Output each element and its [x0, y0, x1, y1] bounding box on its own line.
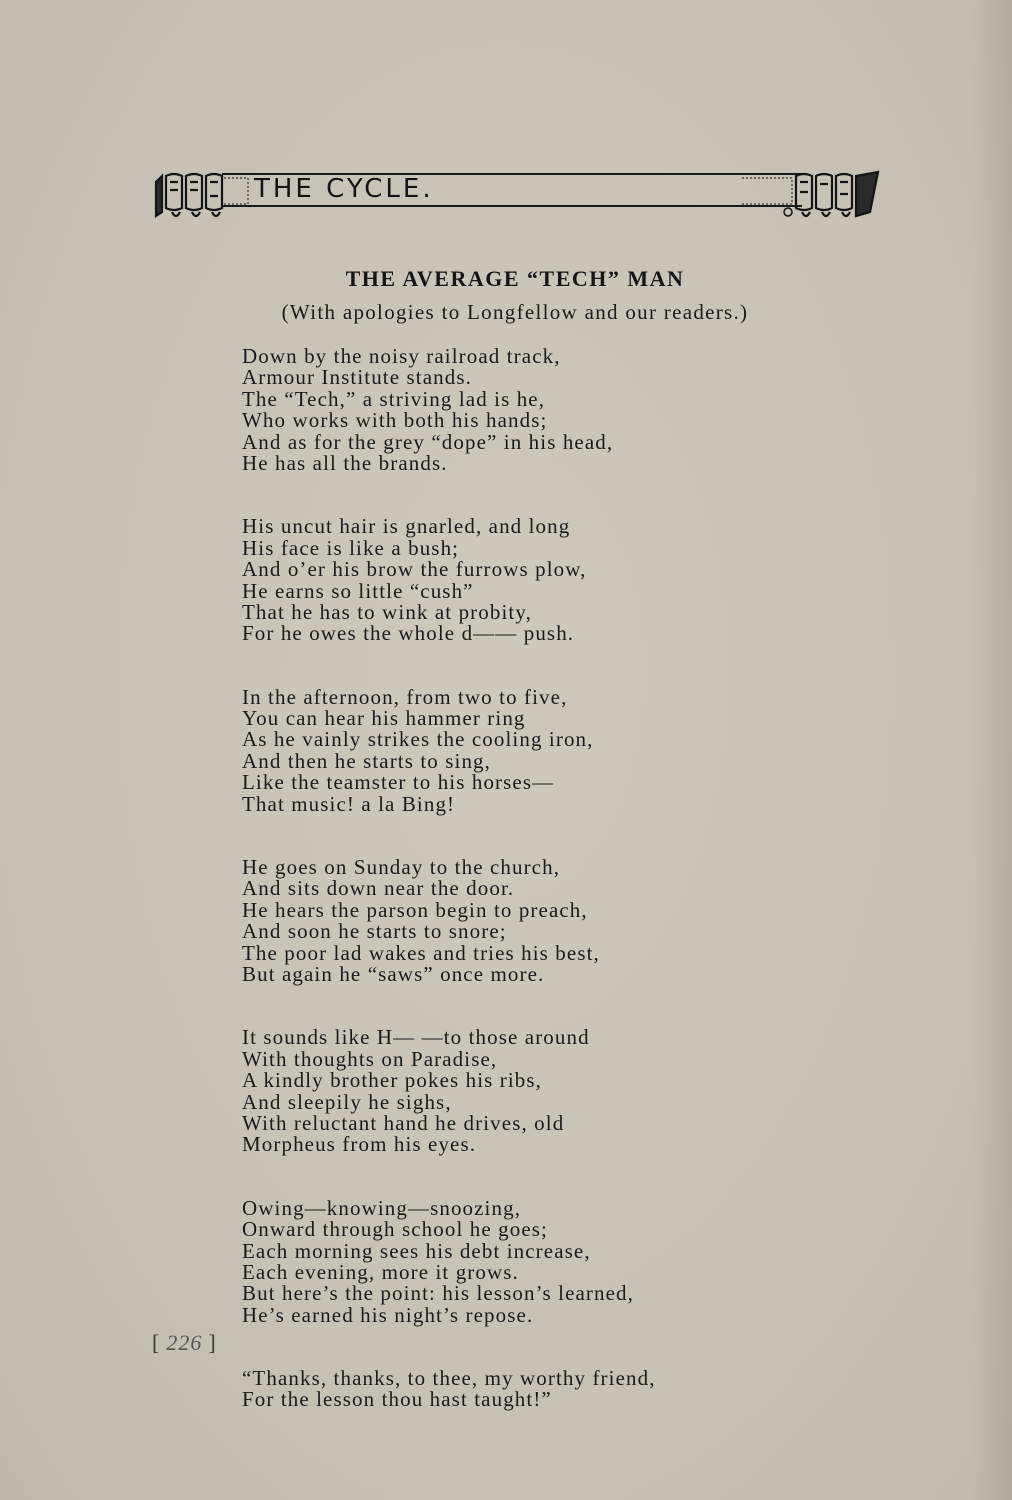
- poem-line: He earns so little “cush”: [242, 578, 474, 603]
- poem-line: His face is like a bush;: [242, 535, 460, 560]
- right-ornament-icon: [742, 172, 878, 216]
- poem-line: For the lesson thou hast taught!”: [242, 1387, 552, 1412]
- poem-line: “Thanks, thanks, to thee, my worthy friend,: [242, 1366, 656, 1391]
- poem-line: Each morning sees his debt increase,: [242, 1238, 591, 1263]
- stanza: [242, 1195, 762, 1327]
- poem-line: But here’s the point: his lesson’s learned,: [242, 1281, 634, 1306]
- poem-line: In the afternoon, from two to five,: [242, 684, 568, 709]
- poem-line: Who works with both his hands;: [242, 408, 548, 433]
- poem-line: Morpheus from his eyes.: [242, 1132, 477, 1157]
- poem-title: THE AVERAGE “TECH” MAN: [345, 266, 685, 291]
- page-number-close-bracket: ]: [208, 1330, 217, 1355]
- stanza: [242, 857, 762, 985]
- stanza: [242, 346, 762, 474]
- stanza: [242, 1027, 762, 1155]
- poem-line: He goes on Sunday to the church,: [242, 855, 561, 880]
- poem-line: Down by the noisy railroad track,: [242, 344, 561, 368]
- poem-body: [242, 346, 762, 1453]
- page-number-open-bracket: [: [152, 1330, 161, 1355]
- page-edge-shadow: [972, 0, 1012, 1500]
- left-ornament-icon: [156, 174, 248, 216]
- poem-line: He’s earned his night’s repose.: [242, 1302, 534, 1327]
- poem-line: The “Tech,” a striving lad is he,: [242, 386, 546, 411]
- stanza: [242, 1368, 762, 1411]
- page-number: [152, 1330, 217, 1356]
- poem-line: He hears the parson begin to preach,: [242, 897, 588, 922]
- poem-line: He has all the brands.: [242, 450, 448, 475]
- poem-line: That music! a la Bing!: [242, 791, 456, 816]
- poem-line: A kindly brother pokes his ribs,: [242, 1068, 543, 1093]
- poem-line: Like the teamster to his horses—: [242, 770, 555, 795]
- poem-line: His uncut hair is gnarled, and long: [242, 514, 571, 539]
- poem-line: It sounds like H— —to those around: [242, 1025, 590, 1050]
- poem-line: But again he “saws” once more.: [242, 961, 545, 986]
- poem-line: And as for the grey “dope” in his head,: [242, 429, 614, 454]
- poem-line: And soon he starts to snore;: [242, 919, 507, 944]
- poem-subtitle: (With apologies to Longfellow and our readers.): [281, 300, 749, 324]
- stanza: [242, 684, 762, 816]
- poem-line: And sits down near the door.: [242, 876, 515, 901]
- poem-line: With reluctant hand he drives, old: [242, 1110, 565, 1135]
- banner-title: THE CYCLE.: [254, 174, 434, 204]
- poem-line: Each evening, more it grows.: [242, 1259, 519, 1284]
- stanza: [242, 516, 762, 644]
- poem-line: Onward through school he goes;: [242, 1217, 548, 1242]
- header-banner: [152, 168, 880, 224]
- page-number-value: 226: [166, 1330, 203, 1355]
- poem-line: The poor lad wakes and tries his best,: [242, 940, 600, 965]
- poem-line: And then he starts to sing,: [242, 748, 492, 773]
- poem-line: Owing—knowing—snoozing,: [242, 1195, 522, 1220]
- poem-line: That he has to wink at probity,: [242, 599, 532, 624]
- poem-line: With thoughts on Paradise,: [242, 1046, 498, 1071]
- poem-line: For he owes the whole d—— push.: [242, 621, 575, 646]
- poem-line: As he vainly strikes the cooling iron,: [242, 727, 594, 752]
- poem-line: You can hear his hammer ring: [242, 706, 526, 731]
- poem-line: And o’er his brow the furrows plow,: [242, 557, 587, 582]
- poem-line: And sleepily he sighs,: [242, 1089, 452, 1114]
- poem-line: Armour Institute stands.: [242, 365, 472, 390]
